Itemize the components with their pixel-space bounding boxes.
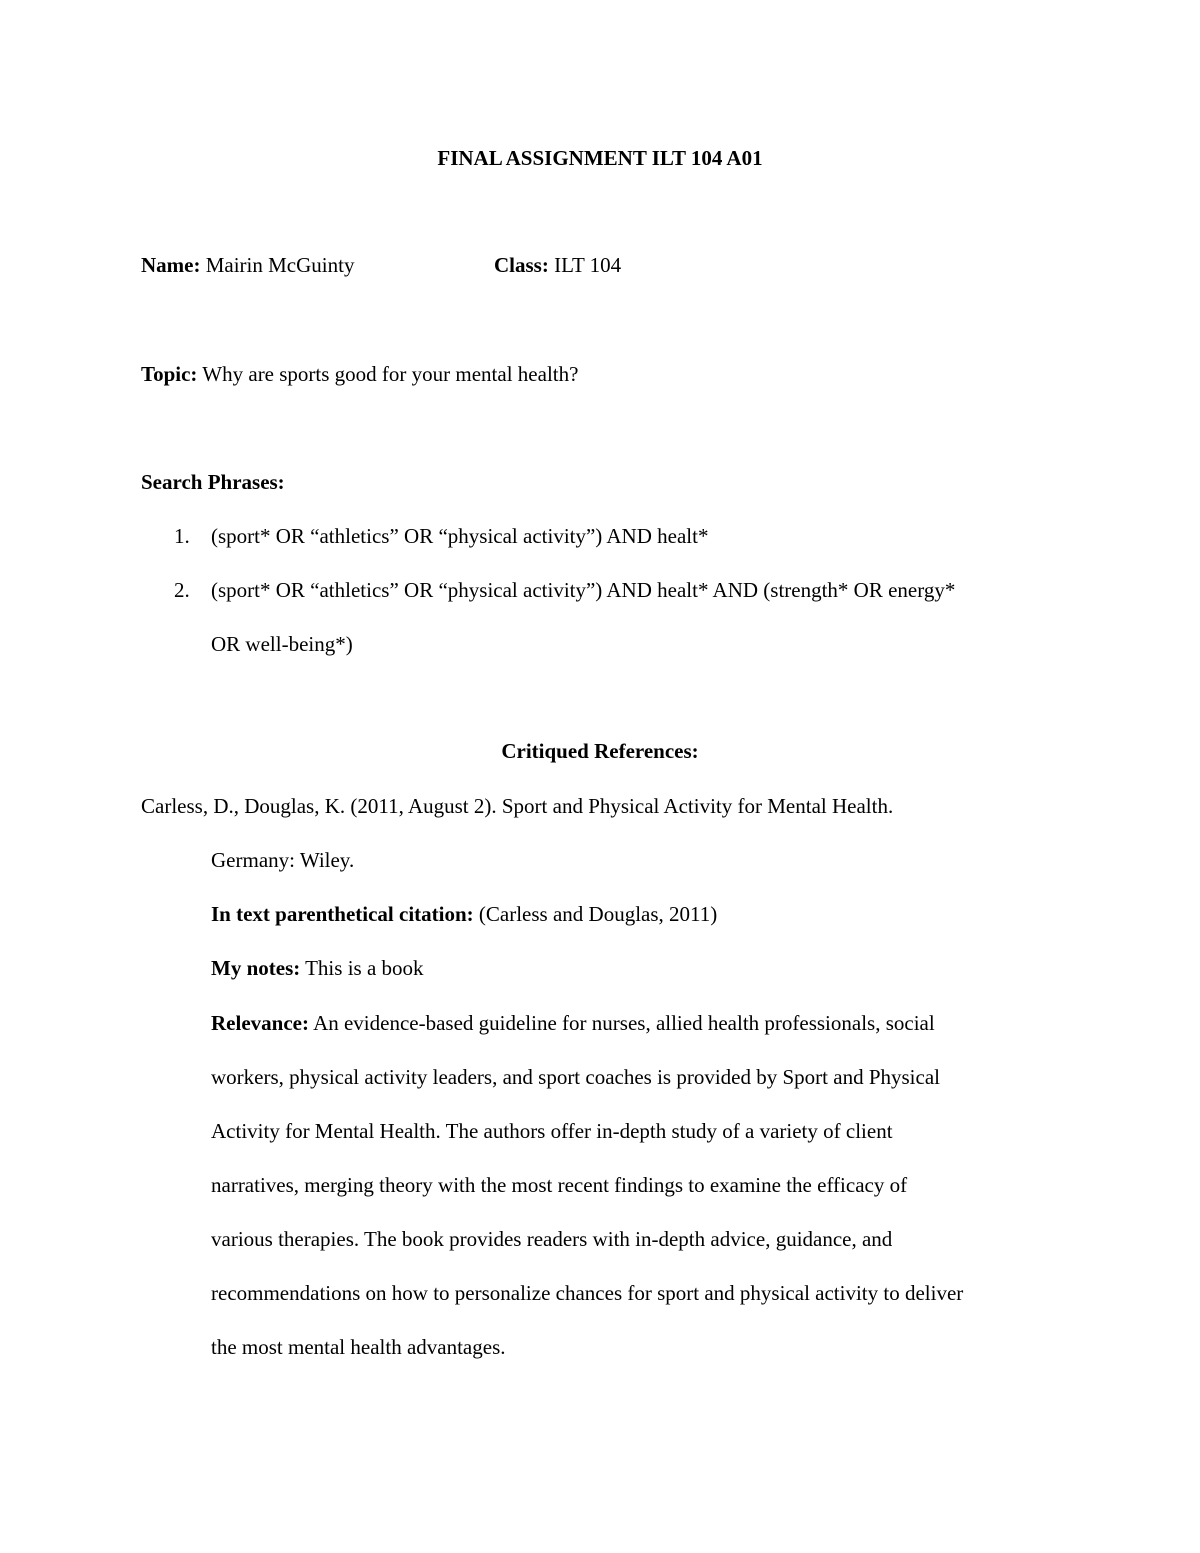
critiqued-references-heading: Critiqued References: xyxy=(501,739,699,763)
class-line xyxy=(494,252,621,278)
name-label: Name: xyxy=(141,253,201,277)
reference-citation-line: Carless, D., Douglas, K. (2011, August 2). Sport and Physical Activity for Mental Health. xyxy=(141,794,894,818)
in-text-citation-line xyxy=(211,901,717,927)
my-notes-label: My notes: xyxy=(211,956,301,980)
relevance-text: various therapies. The book provides readers with in-depth advice, guidance, and xyxy=(211,1227,893,1251)
topic-value: Why are sports good for your mental health? xyxy=(202,362,579,386)
in-text-citation-label: In text parenthetical citation: xyxy=(211,902,474,926)
search-phrase-line: OR well-being*) xyxy=(211,632,353,656)
search-phrases-label: Search Phrases: xyxy=(141,470,285,494)
relevance-text: workers, physical activity leaders, and sport coaches is provided by Sport and Physical xyxy=(211,1065,940,1089)
topic-line xyxy=(141,361,578,387)
my-notes-value: This is a book xyxy=(305,956,424,980)
search-phrase-line: (sport* OR “athletics” OR “physical activity”) AND healt* AND (strength* OR energy* xyxy=(211,578,956,602)
document-title: FINAL ASSIGNMENT ILT 104 A01 xyxy=(437,146,763,170)
in-text-citation-value: (Carless and Douglas, 2011) xyxy=(478,902,718,926)
search-phrase-number: 1. xyxy=(174,524,190,548)
relevance-text: An evidence-based guideline for nurses, allied health professionals, social xyxy=(313,1011,935,1035)
relevance-text: narratives, merging theory with the most recent findings to examine the efficacy of xyxy=(211,1173,908,1197)
class-value: ILT 104 xyxy=(554,253,622,277)
relevance-text: recommendations on how to personalize chances for sport and physical activity to deliver xyxy=(211,1281,964,1305)
relevance-text: Activity for Mental Health. The authors offer in-depth study of a variety of client xyxy=(211,1119,893,1143)
my-notes-line xyxy=(211,955,424,981)
relevance-text: the most mental health advantages. xyxy=(211,1335,506,1359)
relevance-label: Relevance: xyxy=(211,1011,309,1035)
relevance-line xyxy=(211,1010,935,1036)
class-label: Class: xyxy=(494,253,549,277)
search-phrase-number: 2. xyxy=(174,578,190,602)
name-value: Mairin McGuinty xyxy=(205,253,355,277)
reference-citation-line: Germany: Wiley. xyxy=(211,848,355,872)
topic-label: Topic: xyxy=(141,362,198,386)
name-line xyxy=(141,252,354,278)
search-phrase-line: (sport* OR “athletics” OR “physical activity”) AND healt* xyxy=(211,524,709,548)
